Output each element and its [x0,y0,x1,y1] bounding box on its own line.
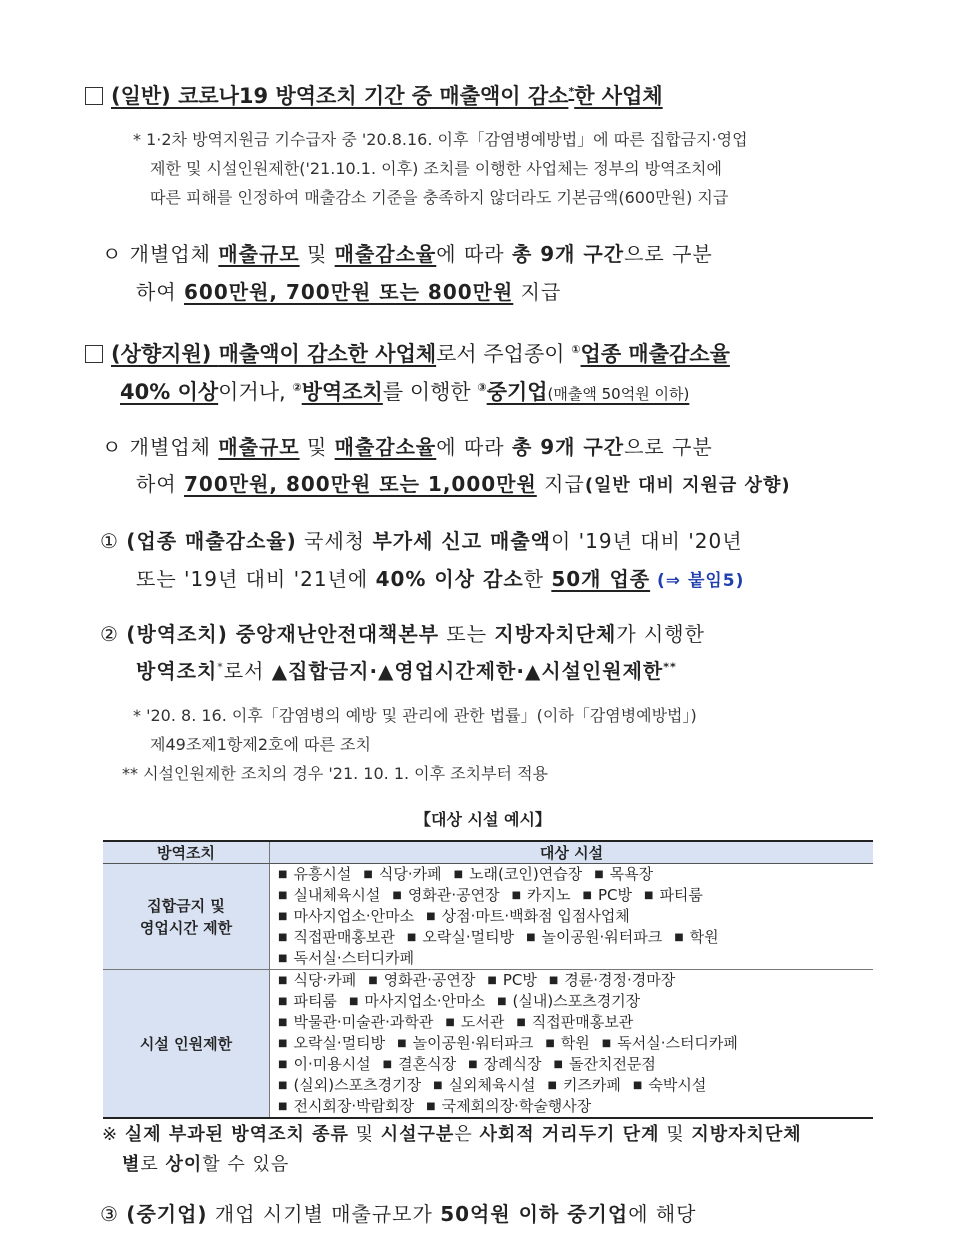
facility-item: 목욕장 [609,865,654,883]
checkbox-square-icon [85,87,103,105]
row-label: 시설 인원제한 [103,970,270,1119]
facility-item: PC방 [597,886,632,904]
facility-line [276,906,873,927]
bullet-square-icon: ■ [497,996,507,1007]
quarantine-note-2: 제49조제1항제2호에 따른 조치 [150,735,371,754]
general-para-line-2: 하여 600만원, 700만원 또는 800만원 지급 [136,280,562,304]
facility-item: 키즈카페 [562,1076,621,1094]
section-general-heading: (일반) 코로나19 방역조치 기간 중 매출액이 감소*한 사업체 [85,80,663,110]
facility-line [276,1012,873,1033]
facility-item: 숙박시설 [648,1076,707,1094]
facility-item: 영화관·공연장 [383,971,476,989]
quarantine-note-1: * '20. 8. 16. 이후「감염병의 예방 및 관리에 관한 법률」(이하「감염병예방법」) [133,706,697,725]
facility-item: 실외체육시설 [448,1076,536,1094]
bullet-square-icon: ■ [547,1080,557,1091]
facility-item: 경륜·경정·경마장 [564,971,676,989]
item-industry-decline-line-1: ① (업종 매출감소율) 국세청 부가세 신고 매출액이 '19년 대비 '20년 [100,529,743,553]
bullet-square-icon: ■ [278,1017,288,1028]
facility-item: 이·미용시설 [293,1055,371,1073]
upward-para-line-1: ㅇ 개별업체 매출규모 및 매출감소율에 따라 총 9개 구간으로 구분 [102,435,713,459]
facility-item: 식당·카페 [378,865,442,883]
facility-line [276,1075,873,1096]
table-col-measure: 방역조치 [103,841,270,864]
attachment-5-link[interactable]: (⇒ 붙임5) [650,571,745,591]
facility-item: 마사지업소·안마소 [364,992,486,1010]
bullet-square-icon: ■ [594,869,604,880]
bullet-square-icon: ■ [278,911,288,922]
bullet-square-icon: ■ [582,890,592,901]
table-col-facility: 대상 시설 [270,841,874,864]
bullet-square-icon: ■ [545,1038,555,1049]
general-note-line-2: 제한 및 시설인원제한('21.10.1. 이후) 조치를 이행한 사업체는 정부의 방역조치에 [150,159,722,178]
bullet-square-icon: ■ [516,1017,526,1028]
bullet-square-icon: ■ [487,975,497,986]
table-caption: 【대상 시설 예시】 [415,810,551,829]
facility-item: 도서관 [460,1013,505,1031]
facility-item: 학원 [560,1034,590,1052]
facility-item: 놀이공원·워터파크 [541,928,663,946]
bullet-square-icon: ■ [348,996,359,1007]
bullet-square-icon: ■ [278,890,288,901]
facility-line [276,948,873,969]
bullet-square-icon: ■ [601,1038,612,1049]
bullet-square-icon: ■ [674,932,684,943]
bullet-square-icon: ■ [632,1080,643,1091]
bullet-square-icon: ■ [526,932,536,943]
facility-item: 국제회의장·학술행사장 [441,1097,592,1115]
item-industry-decline-line-2: 또는 '19년 대비 '21년에 40% 이상 감소한 50개 업종 (⇒ 붙임5) [136,567,745,591]
facility-item: (실외)스포츠경기장 [293,1076,422,1094]
bullet-square-icon: ■ [453,869,464,880]
bullet-square-icon: ■ [643,890,654,901]
facility-item: 놀이공원·워터파크 [412,1034,534,1052]
bullet-square-icon: ■ [468,1059,478,1070]
facility-line [276,885,873,906]
remark-line-2: 별로 상이할 수 있음 [122,1154,290,1175]
facility-item: 박물관·미술관·과학관 [293,1013,434,1031]
bullet-square-icon: ■ [278,932,288,943]
bullet-square-icon: ■ [278,1059,288,1070]
facility-item: 직접판매홍보관 [293,928,395,946]
facility-line [276,927,873,948]
item-quarantine-line-1: ② (방역조치) 중앙재난안전대책본부 또는 지방자치단체가 시행한 [100,622,705,646]
facility-item: 노래(코인)연습장 [469,865,583,883]
facility-item: 오락실·멀티방 [293,1034,386,1052]
bullet-square-icon: ■ [278,1101,288,1112]
facility-item: PC방 [502,971,537,989]
bullet-square-icon: ■ [278,1080,288,1091]
bullet-square-icon: ■ [511,890,522,901]
facility-line [276,1054,873,1075]
facility-item: 유흥시설 [293,865,352,883]
facility-item: 상점·마트·백화점 입점사업체 [441,907,630,925]
general-note-line-1: * 1·2차 방역지원금 기수급자 중 '20.8.16. 이후「감염병예방법」에 따른 집합금지·영업 [133,130,748,149]
row-label: 집합금지 및 영업시간 제한 [103,864,270,970]
remark-line-1: ※ 실제 부과된 방역조치 종류 및 시설구분은 사회적 거리두기 단계 및 지방자치단체 [102,1124,802,1145]
section-upward-heading-line-2: 40% 이상이거나, ②방역조치를 이행한 ③중기업(매출액 50억원 이하) [120,380,690,404]
bullet-square-icon: ■ [278,996,288,1007]
facility-item: 장례식장 [483,1055,542,1073]
facility-item: 직접판매홍보관 [531,1013,634,1031]
facility-line [276,991,873,1012]
facility-item: 마사지업소·안마소 [293,907,415,925]
facility-item: 독서실·스터디카페 [617,1034,738,1052]
facility-item: 돌잔치전문점 [568,1055,656,1073]
bullet-square-icon: ■ [406,932,417,943]
bullet-square-icon: ■ [278,869,288,880]
general-note-line-3: 따른 피해를 인정하여 매출감소 기준을 충족하지 않더라도 기본금액(600만원) 지급 [150,188,729,207]
item-medium-enterprise: ③ (중기업) 개업 시기별 매출규모가 50억원 이하 중기업에 해당 [100,1202,697,1226]
bullet-square-icon: ■ [397,1038,407,1049]
table-row [103,864,873,970]
facility-item: 실내체육시설 [293,886,381,904]
bullet-square-icon: ■ [548,975,559,986]
facility-item: 독서실·스터디카페 [293,949,415,967]
row-facilities [270,970,874,1119]
facility-item: 식당·카페 [293,971,357,989]
bullet-square-icon: ■ [433,1080,443,1091]
facility-item: 학원 [689,928,719,946]
bullet-square-icon: ■ [278,1038,288,1049]
bullet-square-icon: ■ [392,890,402,901]
facility-line [276,1033,873,1054]
general-para-line-1: ㅇ 개별업체 매출규모 및 매출감소율에 따라 총 9개 구간으로 구분 [102,242,713,266]
facility-item: 전시회장·박람회장 [293,1097,415,1115]
facility-line [276,1096,873,1117]
table-header-row [103,841,873,864]
facility-table [103,840,873,1119]
facility-line [276,970,873,991]
bullet-square-icon: ■ [363,869,373,880]
bullet-square-icon: ■ [278,953,288,964]
checkbox-square-icon [85,345,103,363]
bullet-square-icon: ■ [426,911,436,922]
quarantine-note-3: ** 시설인원제한 조치의 경우 '21. 10. 1. 이후 조치부터 적용 [122,764,548,783]
facility-item: 결혼식장 [398,1055,457,1073]
facility-item: 카지노 [527,886,571,904]
bullet-square-icon: ■ [382,1059,393,1070]
bullet-square-icon: ■ [368,975,378,986]
facility-line [276,864,873,885]
bullet-square-icon: ■ [445,1017,455,1028]
bullet-square-icon: ■ [553,1059,563,1070]
bullet-square-icon: ■ [426,1101,436,1112]
facility-item: 오락실·멀티방 [422,928,515,946]
facility-item: 영화관·공연장 [407,886,500,904]
facility-item: 파티룸 [293,992,337,1010]
section-upward-heading: (상향지원) 매출액이 감소한 사업체로서 주업종이 ①업종 매출감소율 [85,338,730,368]
item-quarantine-line-2: 방역조치*로서 ▲집합금지·▲영업시간제한·▲시설인원제한** [136,659,677,683]
facility-item: 파티룸 [659,886,703,904]
bullet-square-icon: ■ [278,975,288,986]
table-row [103,970,873,1119]
facility-item: (실내)스포츠경기장 [512,992,641,1010]
upward-para-line-2: 하여 700만원, 800만원 또는 1,000만원 지급(일반 대비 지원금 상향) [136,472,791,496]
row-facilities [270,864,874,970]
